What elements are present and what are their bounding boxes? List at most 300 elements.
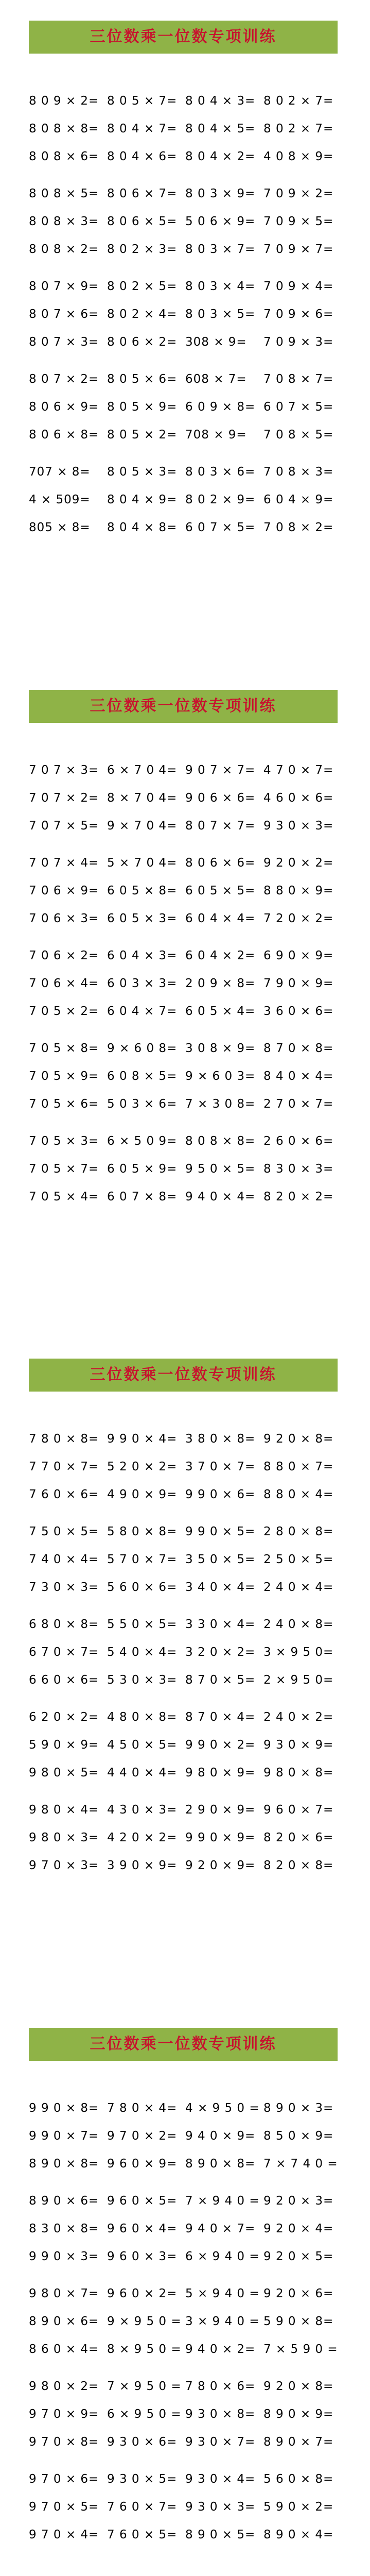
problem-item: 4 3 0 × 3= — [107, 1803, 178, 1817]
problem-item: 8 0 3 × 5= — [185, 308, 256, 321]
problem-item: 8 0 6 × 6= — [185, 856, 256, 870]
problem-item: 8 0 8 × 8= — [29, 122, 99, 135]
problem-item: 8 9 0 × 7= — [263, 2435, 334, 2449]
problem-row — [29, 2218, 358, 2239]
section-title: 三位数乘一位数专项训练 — [90, 1366, 277, 1384]
problem-item: 2 5 0 × 5= — [263, 1553, 334, 1566]
problem-item: 7 0 6 × 9= — [29, 884, 99, 897]
problem-item: 7 × 9 5 0 = — [107, 2380, 182, 2393]
problem-row — [29, 146, 358, 167]
problem-item: 9 8 0 × 3= — [29, 1831, 99, 1844]
problem-item: 5 × 7 0 4= — [107, 856, 178, 870]
problem-item: 8 9 0 × 5= — [185, 2528, 256, 2541]
problem-item: 9 2 0 × 6= — [263, 2287, 334, 2300]
problem-row — [29, 973, 358, 994]
problem-item: 7 0 7 × 4= — [29, 856, 99, 870]
problem-item: 9 × 7 0 4= — [107, 819, 178, 833]
problem-item: 6 7 0 × 7= — [29, 1646, 99, 1659]
problem-item: 7 0 7 × 3= — [29, 764, 99, 777]
problem-item: 7 2 0 × 2= — [263, 912, 334, 925]
problem-row — [29, 1131, 358, 1151]
problem-item: 9 7 0 × 4= — [29, 2528, 99, 2541]
problem-item: 8 9 0 × 3= — [263, 2102, 334, 2115]
problem-item: 8 9 0 × 8= — [185, 2157, 256, 2171]
problem-item: 4 × 509= — [29, 493, 91, 506]
problem-item: 6 × 9 5 0 = — [107, 2408, 182, 2421]
problem-item: 6 0 7 × 8= — [107, 1190, 178, 1204]
problem-item: 9 3 0 × 3= — [185, 2500, 256, 2514]
problem-item: 3 4 0 × 4= — [185, 1581, 256, 1594]
problem-item: 8 0 3 × 4= — [185, 280, 256, 293]
problem-item: 5 7 0 × 7= — [107, 1553, 178, 1566]
problem-item: 7 0 6 × 2= — [29, 949, 99, 962]
problem-row — [29, 1521, 358, 1542]
problem-item: 8 0 6 × 2= — [107, 335, 178, 349]
problem-item: 8 3 0 × 3= — [263, 1162, 334, 1176]
problem-item: 8 0 2 × 9= — [185, 493, 256, 506]
problem-item: 9 2 0 × 5= — [263, 2250, 334, 2263]
problem-item: 9 4 0 × 2= — [185, 2343, 256, 2356]
problem-item: 8 0 2 × 3= — [107, 243, 178, 256]
problem-item: 8 0 4 × 3= — [185, 94, 256, 108]
problem-item: 8 8 0 × 9= — [263, 884, 334, 897]
problem-item: 308 × 9= — [185, 335, 247, 349]
problem-item: 9 4 0 × 4= — [185, 1190, 256, 1204]
problem-item: 4 × 9 5 0 = — [185, 2102, 260, 2115]
problem-item: 8 0 8 × 6= — [29, 150, 99, 163]
problem-item: 9 8 0 × 2= — [29, 2380, 99, 2393]
problem-item: 8 0 6 × 8= — [29, 428, 99, 442]
problem-item: 7 6 0 × 6= — [29, 1488, 99, 1501]
problem-item: 4 4 0 × 4= — [107, 1766, 178, 1780]
problem-item: 8 0 4 × 2= — [185, 150, 256, 163]
problem-item: 8 0 5 × 3= — [107, 465, 178, 479]
problem-item: 5 6 0 × 6= — [107, 1581, 178, 1594]
problem-row — [29, 1827, 358, 1848]
problem-item: 5 3 0 × 3= — [107, 1673, 178, 1687]
problem-row — [29, 2469, 358, 2489]
problem-item: 9 7 0 × 9= — [29, 2408, 99, 2421]
problem-item: 9 3 0 × 4= — [185, 2472, 256, 2486]
problem-item: 3 0 8 × 9= — [185, 1042, 256, 1055]
problem-item: 9 6 0 × 9= — [107, 2157, 178, 2171]
problem-item: 7 × 3 0 8= — [185, 1097, 256, 1111]
problem-item: 5 6 0 × 8= — [263, 2472, 334, 2486]
problem-row — [29, 276, 358, 297]
problem-item: 7 9 0 × 9= — [263, 977, 334, 990]
problem-item: 7 0 5 × 3= — [29, 1134, 99, 1148]
problem-item: 7 0 7 × 2= — [29, 791, 99, 805]
problem-item: 5 × 9 4 0 = — [185, 2287, 260, 2300]
problem-item: 9 0 7 × 7= — [185, 764, 256, 777]
problem-item: 8 0 6 × 7= — [107, 187, 178, 200]
problem-item: 3 7 0 × 7= — [185, 1460, 256, 1473]
problem-row — [29, 304, 358, 325]
problem-item: 8 0 8 × 3= — [29, 215, 99, 228]
problem-item: 9 9 0 × 9= — [185, 1831, 256, 1844]
problem-item: 9 6 0 × 4= — [107, 2222, 178, 2235]
problem-item: 8 0 8 × 5= — [29, 187, 99, 200]
problem-item: 7 6 0 × 7= — [107, 2500, 178, 2514]
problem-item: 9 × 6 0 8= — [107, 1042, 178, 1055]
problem-row — [29, 908, 358, 929]
problem-row — [29, 1735, 358, 1755]
problem-item: 9 3 0 × 7= — [185, 2435, 256, 2449]
problem-row — [29, 369, 358, 389]
section-title: 三位数乘一位数专项训练 — [90, 2035, 277, 2053]
problem-row — [29, 1642, 358, 1663]
problem-item: 8 8 0 × 7= — [263, 1460, 334, 1473]
problem-item: 6 0 9 × 8= — [185, 400, 256, 414]
problem-item: 7 0 9 × 6= — [263, 308, 334, 321]
problem-item: 9 2 0 × 8= — [263, 2380, 334, 2393]
problem-item: 4 6 0 × 6= — [263, 791, 334, 805]
problem-item: 9 6 0 × 5= — [107, 2194, 178, 2208]
problem-item: 9 9 0 × 8= — [29, 2102, 99, 2115]
problem-row — [29, 1066, 358, 1087]
problem-item: 6 0 4 × 4= — [185, 912, 256, 925]
problem-row — [29, 880, 358, 901]
problem-row — [29, 2246, 358, 2267]
problem-item: 6 0 3 × 3= — [107, 977, 178, 990]
problem-row — [29, 462, 358, 482]
problem-item: 8 0 4 × 6= — [107, 150, 178, 163]
problem-item: 9 3 0 × 6= — [107, 2435, 178, 2449]
problem-item: 8 0 4 × 5= — [185, 122, 256, 135]
problem-item: 7 0 5 × 8= — [29, 1042, 99, 1055]
problem-item: 8 0 3 × 9= — [185, 187, 256, 200]
problem-item: 6 0 4 × 7= — [107, 1005, 178, 1018]
section-title-banner — [29, 1359, 338, 1392]
problem-item: 9 7 0 × 2= — [107, 2129, 178, 2143]
problem-item: 7 6 0 × 5= — [107, 2528, 178, 2541]
problem-item: 5 9 0 × 2= — [263, 2500, 334, 2514]
problem-item: 8 2 0 × 8= — [263, 1859, 334, 1872]
problem-item: 4 7 0 × 7= — [263, 764, 334, 777]
problem-row — [29, 1187, 358, 1207]
problem-item: 6 0 5 × 5= — [185, 884, 256, 897]
problem-item: 9 2 0 × 4= — [263, 2222, 334, 2235]
problem-item: 4 8 0 × 8= — [107, 1710, 178, 1724]
problem-item: 5 2 0 × 2= — [107, 1460, 178, 1473]
problem-row — [29, 118, 358, 139]
problem-row — [29, 1001, 358, 1022]
problem-row — [29, 2339, 358, 2360]
problem-row — [29, 332, 358, 352]
problem-item: 8 0 7 × 3= — [29, 335, 99, 349]
problem-item: 9 3 0 × 5= — [107, 2472, 178, 2486]
problem-row — [29, 183, 358, 204]
problem-item: 9 2 0 × 2= — [263, 856, 334, 870]
problem-item: 8 0 4 × 7= — [107, 122, 178, 135]
problem-item: 7 4 0 × 4= — [29, 1553, 99, 1566]
problem-item: 5 0 6 × 9= — [185, 215, 256, 228]
problem-item: 8 0 7 × 2= — [29, 372, 99, 386]
problem-item: 4 0 8 × 9= — [263, 150, 334, 163]
problem-item: 9 7 0 × 6= — [29, 2472, 99, 2486]
problem-item: 9 9 0 × 4= — [107, 1432, 178, 1446]
problem-item: 9 8 0 × 5= — [29, 1766, 99, 1780]
problem-item: 8 0 8 × 2= — [29, 243, 99, 256]
problem-row — [29, 2311, 358, 2332]
problem-item: 7 5 0 × 5= — [29, 1525, 99, 1538]
problem-item: 2 8 0 × 8= — [263, 1525, 334, 1538]
problem-item: 3 2 0 × 2= — [185, 1646, 256, 1659]
problem-item: 6 9 0 × 9= — [263, 949, 334, 962]
problem-item: 3 5 0 × 5= — [185, 1553, 256, 1566]
problem-item: 9 8 0 × 4= — [29, 1803, 99, 1817]
problem-item: 8 0 2 × 7= — [263, 94, 334, 108]
problem-item: 8 × 9 5 0 = — [107, 2343, 182, 2356]
problem-item: 4 5 0 × 5= — [107, 1738, 178, 1752]
problem-item: 6 × 9 4 0 = — [185, 2250, 260, 2263]
problem-item: 6 × 5 0 9= — [107, 1134, 178, 1148]
problem-row — [29, 1549, 358, 1570]
problem-item: 7 0 5 × 7= — [29, 1162, 99, 1176]
problem-row — [29, 2497, 358, 2517]
problem-item: 9 4 0 × 9= — [185, 2129, 256, 2143]
problem-item: 8 0 5 × 7= — [107, 94, 178, 108]
section-title: 三位数乘一位数专项训练 — [90, 697, 277, 715]
problem-item: 708 × 9= — [185, 428, 247, 442]
problem-row — [29, 1855, 358, 1876]
problem-item: 8 9 0 × 8= — [29, 2157, 99, 2171]
problem-row — [29, 1094, 358, 1114]
problem-item: 8 0 7 × 6= — [29, 308, 99, 321]
problem-item: 7 0 8 × 3= — [263, 465, 334, 479]
problem-row — [29, 945, 358, 966]
problem-item: 9 9 0 × 2= — [185, 1738, 256, 1752]
problem-item: 2 7 0 × 7= — [263, 1097, 334, 1111]
problem-row — [29, 2376, 358, 2397]
problem-item: 8 7 0 × 5= — [185, 1673, 256, 1687]
problem-item: 6 × 7 0 4= — [107, 764, 178, 777]
problem-item: 8 4 0 × 4= — [263, 1070, 334, 1083]
section-title-banner — [29, 690, 338, 723]
problem-item: 9 2 0 × 8= — [263, 1432, 334, 1446]
problem-row — [29, 1800, 358, 1820]
problem-item: 9 × 6 0 3= — [185, 1070, 256, 1083]
problem-item: 9 6 0 × 2= — [107, 2287, 178, 2300]
problem-item: 5 5 0 × 5= — [107, 1618, 178, 1631]
problem-item: 2 × 9 5 0= — [263, 1673, 334, 1687]
problem-item: 9 9 0 × 3= — [29, 2250, 99, 2263]
problem-item: 7 0 9 × 4= — [263, 280, 334, 293]
problem-item: 8 0 9 × 2= — [29, 94, 99, 108]
problem-row — [29, 211, 358, 232]
problem-item: 7 3 0 × 3= — [29, 1581, 99, 1594]
problem-item: 2 0 9 × 8= — [185, 977, 256, 990]
problem-item: 7 0 9 × 3= — [263, 335, 334, 349]
problem-item: 8 8 0 × 4= — [263, 1488, 334, 1501]
problem-item: 9 9 0 × 6= — [185, 1488, 256, 1501]
problem-row — [29, 2404, 358, 2425]
problem-row — [29, 760, 358, 781]
problem-row — [29, 1707, 358, 1727]
problem-item: 2 4 0 × 2= — [263, 1710, 334, 1724]
problem-item: 3 × 9 4 0 = — [185, 2315, 260, 2328]
problem-item: 6 0 5 × 8= — [107, 884, 178, 897]
problem-item: 8 7 0 × 4= — [185, 1710, 256, 1724]
problem-item: 6 0 4 × 9= — [263, 493, 334, 506]
problem-item: 8 2 0 × 2= — [263, 1190, 334, 1204]
problem-item: 8 0 7 × 9= — [29, 280, 99, 293]
problem-row — [29, 1456, 358, 1477]
problem-item: 9 9 0 × 5= — [185, 1525, 256, 1538]
problem-item: 5 9 0 × 9= — [29, 1738, 99, 1752]
problem-item: 7 0 8 × 7= — [263, 372, 334, 386]
problem-item: 8 5 0 × 9= — [263, 2129, 334, 2143]
problem-item: 4 2 0 × 2= — [107, 1831, 178, 1844]
problem-item: 5 8 0 × 8= — [107, 1525, 178, 1538]
problem-item: 8 0 7 × 7= — [185, 819, 256, 833]
problem-item: 7 7 0 × 7= — [29, 1460, 99, 1473]
problem-item: 7 0 7 × 5= — [29, 819, 99, 833]
problem-item: 6 0 7 × 5= — [263, 400, 334, 414]
problem-item: 6 0 8 × 5= — [107, 1070, 178, 1083]
problem-item: 9 4 0 × 7= — [185, 2222, 256, 2235]
problem-item: 5 9 0 × 8= — [263, 2315, 334, 2328]
problem-row — [29, 91, 358, 111]
problem-item: 6 0 4 × 2= — [185, 949, 256, 962]
problem-item: 7 × 5 9 0 = — [263, 2343, 338, 2356]
problem-item: 5 4 0 × 4= — [107, 1646, 178, 1659]
problem-item: 7 8 0 × 8= — [29, 1432, 99, 1446]
problem-item: 8 2 0 × 6= — [263, 1831, 334, 1844]
problem-item: 8 7 0 × 8= — [263, 1042, 334, 1055]
problem-item: 6 2 0 × 2= — [29, 1710, 99, 1724]
problem-item: 8 9 0 × 6= — [29, 2315, 99, 2328]
problem-item: 707 × 8= — [29, 465, 91, 479]
section-title: 三位数乘一位数专项训练 — [90, 28, 277, 46]
problem-item: 9 2 0 × 3= — [263, 2194, 334, 2208]
problem-item: 9 × 9 5 0 = — [107, 2315, 182, 2328]
problem-item: 8 0 6 × 9= — [29, 400, 99, 414]
problem-item: 7 0 6 × 3= — [29, 912, 99, 925]
problem-item: 7 0 5 × 2= — [29, 1005, 99, 1018]
problem-item: 9 8 0 × 8= — [263, 1766, 334, 1780]
problem-item: 9 3 0 × 8= — [185, 2408, 256, 2421]
problem-row — [29, 2524, 358, 2545]
problem-item: 9 3 0 × 3= — [263, 819, 334, 833]
problem-item: 6 0 5 × 3= — [107, 912, 178, 925]
problem-item: 8 × 7 0 4= — [107, 791, 178, 805]
problem-item: 9 3 0 × 9= — [263, 1738, 334, 1752]
problem-item: 8 0 2 × 4= — [107, 308, 178, 321]
problem-item: 8 0 2 × 7= — [263, 122, 334, 135]
problem-item: 8 0 5 × 9= — [107, 400, 178, 414]
problem-item: 3 × 9 5 0= — [263, 1646, 334, 1659]
problem-item: 8 0 4 × 8= — [107, 521, 178, 534]
problem-item: 8 0 5 × 2= — [107, 428, 178, 442]
problem-row — [29, 1670, 358, 1690]
section-title-banner — [29, 2028, 338, 2061]
problem-item: 9 6 0 × 7= — [263, 1803, 334, 1817]
problem-item: 7 0 8 × 5= — [263, 428, 334, 442]
problem-item: 3 8 0 × 8= — [185, 1432, 256, 1446]
problem-item: 3 9 0 × 9= — [107, 1859, 178, 1872]
problem-row — [29, 1429, 358, 1449]
problem-item: 6 0 5 × 4= — [185, 1005, 256, 1018]
problem-item: 7 8 0 × 4= — [107, 2102, 178, 2115]
problem-row — [29, 2432, 358, 2452]
problem-item: 8 0 6 × 5= — [107, 215, 178, 228]
problem-item: 9 9 0 × 7= — [29, 2129, 99, 2143]
problem-item: 8 0 3 × 6= — [185, 465, 256, 479]
problem-item: 5 0 3 × 6= — [107, 1097, 178, 1111]
problem-item: 8 9 0 × 4= — [263, 2528, 334, 2541]
problem-item: 3 3 0 × 4= — [185, 1618, 256, 1631]
problem-item: 9 2 0 × 9= — [185, 1859, 256, 1872]
problem-item: 8 0 4 × 9= — [107, 493, 178, 506]
problem-item: 8 0 5 × 6= — [107, 372, 178, 386]
problem-item: 2 9 0 × 9= — [185, 1803, 256, 1817]
problem-row — [29, 1614, 358, 1635]
problem-item: 3 6 0 × 6= — [263, 1005, 334, 1018]
problem-item: 7 8 0 × 6= — [185, 2380, 256, 2393]
problem-row — [29, 517, 358, 538]
problem-item: 805 × 8= — [29, 521, 91, 534]
problem-item: 2 4 0 × 4= — [263, 1581, 334, 1594]
problem-item: 2 4 0 × 8= — [263, 1618, 334, 1631]
problem-row — [29, 1159, 358, 1179]
problem-item: 7 0 9 × 2= — [263, 187, 334, 200]
problem-item: 8 0 2 × 5= — [107, 280, 178, 293]
problem-item: 6 8 0 × 8= — [29, 1618, 99, 1631]
problem-item: 8 0 3 × 7= — [185, 243, 256, 256]
problem-item: 9 7 0 × 5= — [29, 2500, 99, 2514]
problem-item: 7 × 7 4 0 = — [263, 2157, 338, 2171]
problem-item: 7 0 9 × 7= — [263, 243, 334, 256]
problem-item: 9 7 0 × 8= — [29, 2435, 99, 2449]
problem-item: 8 9 0 × 9= — [263, 2408, 334, 2421]
problem-item: 7 0 9 × 5= — [263, 215, 334, 228]
problem-item: 9 6 0 × 3= — [107, 2250, 178, 2263]
problem-item: 7 0 5 × 6= — [29, 1097, 99, 1111]
problem-item: 9 8 0 × 9= — [185, 1766, 256, 1780]
problem-row — [29, 2098, 358, 2119]
problem-row — [29, 2154, 358, 2174]
problem-item: 7 0 5 × 9= — [29, 1070, 99, 1083]
problem-row — [29, 2283, 358, 2304]
problem-item: 8 3 0 × 8= — [29, 2222, 99, 2235]
problem-item: 9 0 6 × 6= — [185, 791, 256, 805]
problem-row — [29, 489, 358, 510]
problem-item: 7 0 5 × 4= — [29, 1190, 99, 1204]
problem-item: 4 9 0 × 9= — [107, 1488, 178, 1501]
problem-item: 9 5 0 × 5= — [185, 1162, 256, 1176]
problem-row — [29, 1484, 358, 1505]
problem-item: 6 0 4 × 3= — [107, 949, 178, 962]
problem-row — [29, 425, 358, 445]
problem-item: 8 9 0 × 6= — [29, 2194, 99, 2208]
problem-item: 9 8 0 × 7= — [29, 2287, 99, 2300]
problem-row — [29, 816, 358, 836]
problem-item: 7 0 6 × 4= — [29, 977, 99, 990]
problem-item: 6 0 5 × 9= — [107, 1162, 178, 1176]
problem-item: 6 6 0 × 6= — [29, 1673, 99, 1687]
problem-item: 8 6 0 × 4= — [29, 2343, 99, 2356]
problem-item: 608 × 7= — [185, 372, 247, 386]
problem-item: 2 6 0 × 6= — [263, 1134, 334, 1148]
problem-row — [29, 1038, 358, 1059]
problem-row — [29, 2191, 358, 2211]
problem-row — [29, 1762, 358, 1783]
problem-row — [29, 239, 358, 260]
problem-row — [29, 853, 358, 873]
problem-item: 9 7 0 × 3= — [29, 1859, 99, 1872]
problem-row — [29, 1577, 358, 1598]
